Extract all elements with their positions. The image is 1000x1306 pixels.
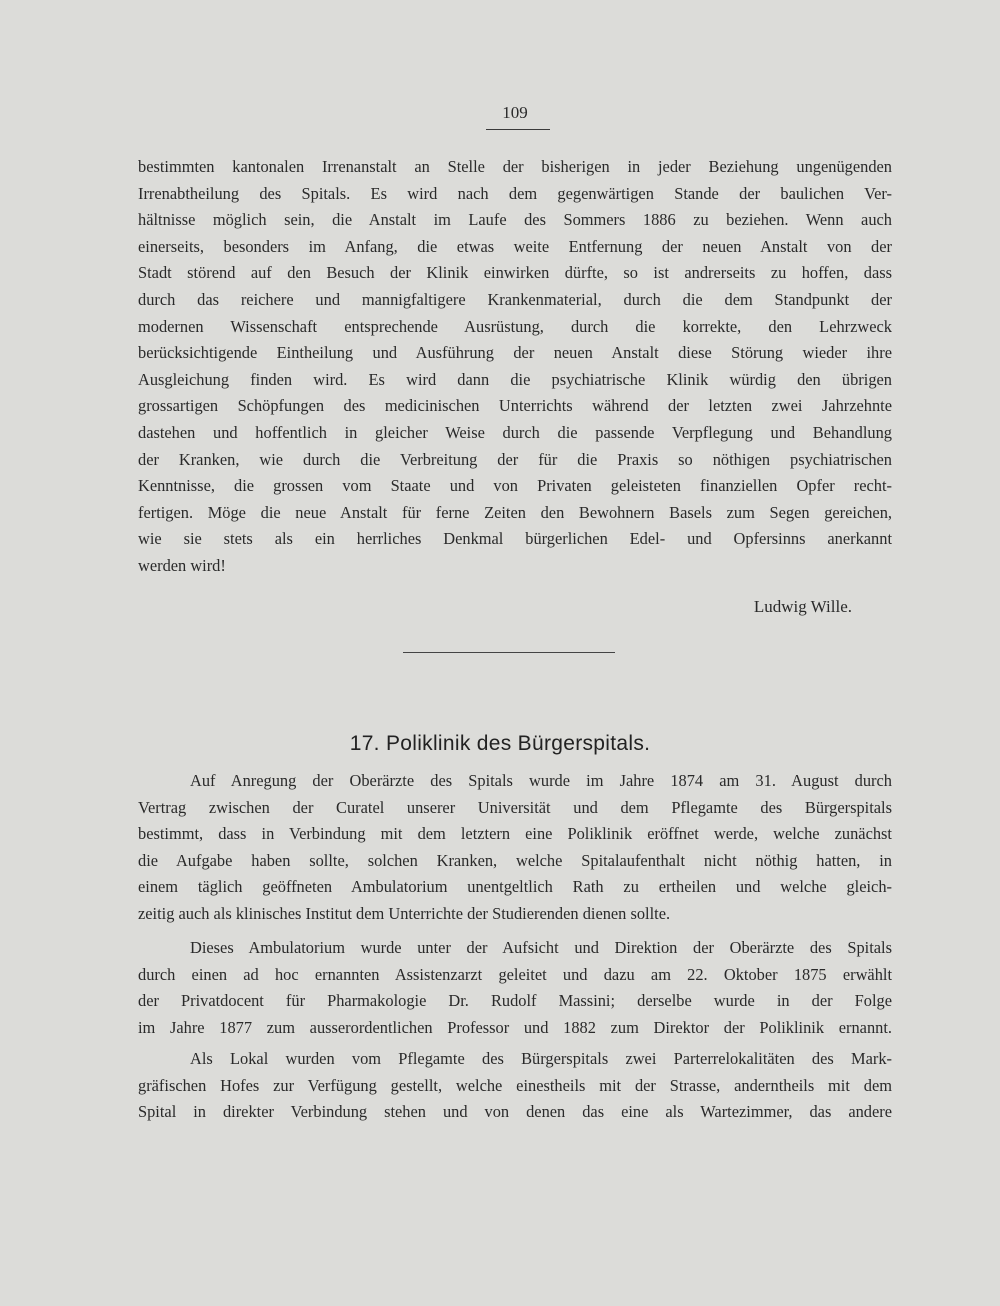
text-line: berücksichtigende Eintheilung und Ausführung der neuen Anstalt diese Störung wieder ihre bbox=[138, 343, 892, 363]
text-line: einerseits, besonders im Anfang, die etwas weite Entfernung der neuen Anstalt von der bbox=[138, 236, 892, 256]
text-line: durch das reichere und mannigfaltigere Krankenmaterial, durch die dem Standpunkt der bbox=[138, 289, 892, 309]
signature: Ludwig Wille. bbox=[753, 597, 852, 616]
page-number-rule bbox=[486, 129, 550, 130]
text-line: die Aufgabe haben sollte, solchen Kranken, welche Spitalaufenthalt nicht nöthig hatten, in bbox=[138, 850, 892, 870]
text-line: wie sie stets als ein herrliches Denkmal bürgerlichen Edel- und Opfersinns anerkannt bbox=[138, 529, 892, 549]
text-line: durch einen ad hoc ernannten Assistenzarzt geleitet und dazu am 22. Oktober 1875 erwählt bbox=[138, 964, 892, 984]
text-line: zeitig auch als klinisches Institut dem Unterrichte der Studierenden dienen sollte. bbox=[138, 903, 671, 923]
text-line: grossartigen Schöpfungen des medicinischen Unterrichts während der letzten zwei Jahrzehnte bbox=[138, 396, 892, 416]
text-line: fertigen. Möge die neue Anstalt für ferne Zeiten den Bewohnern Basels zum Segen gereichen, bbox=[138, 502, 892, 522]
section-title: 17. Poliklinik des Bürgerspitals. bbox=[349, 732, 651, 755]
text-line: dastehen und hoffentlich in gleicher Weise durch die passende Verpflegung und Behandlung bbox=[138, 422, 892, 442]
text-line: Spital in direkter Verbindung stehen und von denen das eine als Wartezimmer, das andere bbox=[138, 1102, 892, 1122]
text-line: der Kranken, wie durch die Verbreitung der für die Praxis so nöthigen psychiatrischen bbox=[138, 449, 892, 469]
text-line: Stadt störend auf den Besuch der Klinik einwirken dürfte, so ist andrerseits zu hoffen, dass bbox=[138, 263, 892, 283]
text-line: im Jahre 1877 zum ausserordentlichen Professor und 1882 zum Direktor der Poliklinik ernannt. bbox=[138, 1017, 892, 1037]
paragraph-poliklinik-founding bbox=[138, 768, 892, 928]
section-divider bbox=[403, 652, 615, 653]
text-line: modernen Wissenschaft entsprechende Ausrüstung, durch die korrekte, den Lehrzweck bbox=[138, 316, 892, 336]
text-line: einem täglich geöffneten Ambulatorium unentgeltlich Rath zu ertheilen und welche gleich- bbox=[138, 877, 892, 897]
text-line: der Privatdocent für Pharmakologie Dr. Rudolf Massini; derselbe wurde in der Folge bbox=[138, 991, 892, 1011]
text-line: Kenntnisse, die grossen vom Staate und von Privaten geleisteten finanziellen Opfer recht- bbox=[138, 476, 892, 496]
text-line: Irrenabtheilung des Spitals. Es wird nach dem gegenwärtigen Stande der baulichen Ver- bbox=[138, 183, 892, 203]
text-line: Dieses Ambulatorium wurde unter der Aufsicht und Direktion der Oberärzte des Spitals bbox=[190, 938, 892, 957]
text-line: werden wird! bbox=[138, 555, 226, 575]
text-line: bestimmten kantonalen Irrenanstalt an Stelle der bisherigen in jeder Beziehung ungenügenden bbox=[138, 157, 892, 176]
text-line: bestimmt, dass in Verbindung mit dem letztern eine Poliklinik eröffnet werde, welche zunächst bbox=[138, 824, 892, 844]
text-line: Als Lokal wurden vom Pflegamte des Bürgerspitals zwei Parterrelokalitäten des Mark- bbox=[190, 1049, 892, 1068]
text-line: gräfischen Hofes zur Verfügung gestellt, welche einestheils mit der Strasse, anderntheils mit dem bbox=[138, 1075, 892, 1095]
paragraph-psychiatric-clinic bbox=[138, 154, 892, 580]
page-number: 109 bbox=[502, 103, 528, 122]
text-line: Vertrag zwischen der Curatel unserer Universität und dem Pflegamte des Bürgerspitals bbox=[138, 797, 892, 817]
text-line: Ausgleichung finden wird. Es wird dann die psychiatrische Klinik würdig den übrigen bbox=[138, 369, 892, 389]
paragraph-lokal bbox=[138, 1046, 892, 1126]
paragraph-ambulatorium-direction bbox=[138, 935, 892, 1041]
text-line: hältnisse möglich sein, die Anstalt im Laufe des Sommers 1886 zu beziehen. Wenn auch bbox=[138, 210, 892, 230]
text-line: Auf Anregung der Oberärzte des Spitals wurde im Jahre 1874 am 31. August durch bbox=[190, 771, 892, 790]
